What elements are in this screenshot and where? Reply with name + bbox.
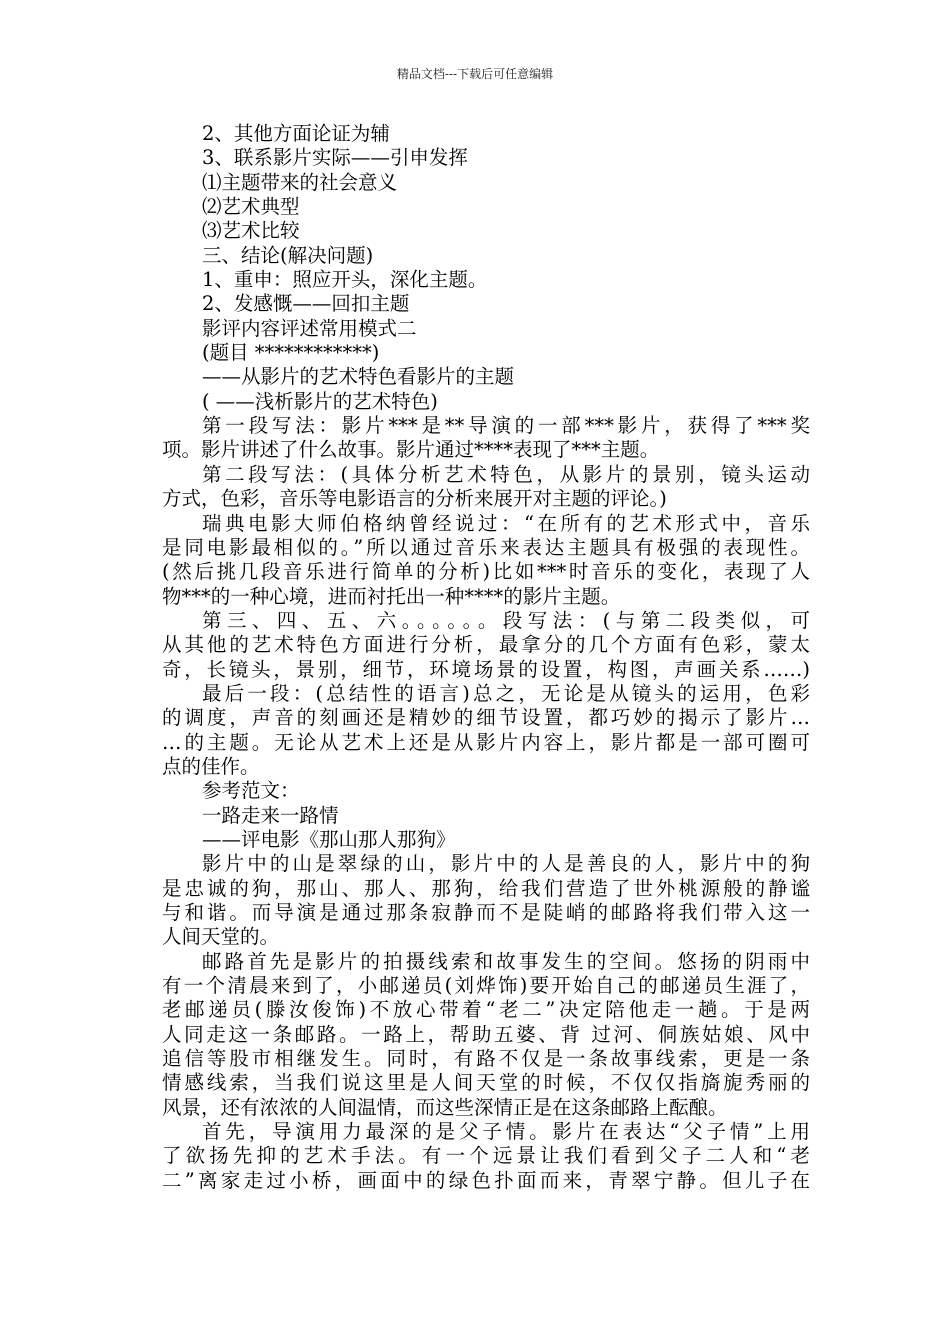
text-line: 第三、四、五、六。。。。。。段写法：(与第二段类似，可	[202, 608, 810, 632]
text-line: 二”离家走过小桥，画面中的绿色扑面而来，青翠宁静。但儿子在	[162, 1168, 810, 1192]
text-line: 影评内容评述常用模式二	[202, 316, 417, 340]
text-line: 第二段写法：(具体分析艺术特色，从影片的景别，镜头运动	[202, 462, 810, 486]
text-line: 物***的一种心境，进而衬托出一种****的影片主题。	[162, 584, 621, 608]
text-line: 瑞典电影大师伯格纳曾经说过：“在所有的艺术形式中，音乐	[202, 511, 810, 535]
text-line: 一路走来一路情	[202, 803, 339, 827]
text-line: …的主题。无论从艺术上还是从影片内容上，影片都是一部可圈可	[162, 730, 810, 754]
text-line: 第一段写法：影片***是**导演的一部***影片，获得了***奖	[202, 414, 810, 438]
text-line: 方式，色彩，音乐等电影语言的分析来展开对主题的评论。)	[162, 487, 667, 511]
text-line: 三、结论(解决问题)	[202, 243, 374, 267]
text-line: 老邮递员(滕汝俊饰)不放心带着“老二”决定陪他走一趟。于是两	[162, 998, 810, 1022]
text-line: 首先，导演用力最深的是父子情。影片在表达“父子情”上用	[202, 1120, 810, 1144]
document-body	[162, 122, 810, 1193]
text-line: 了欲扬先抑的艺术手法。有一个远景让我们看到父子二人和“老	[162, 1144, 810, 1168]
text-line: 有一个清晨来到了，小邮递员(刘烨饰)要开始自己的邮递员生涯了，	[162, 974, 810, 998]
page-header: 精品文档---下载后可任意编辑	[396, 67, 554, 81]
text-line: 风景，还有浓浓的人间温情，而这些深情正是在这条邮路上酝酿。	[162, 1095, 728, 1119]
text-line: ⑴主题带来的社会意义	[202, 170, 398, 194]
text-line: 的调度，声音的刻画还是精妙的细节设置，都巧妙的揭示了影片…	[162, 706, 810, 730]
text-line: 项。影片讲述了什么故事。影片通过****表现了***主题。	[162, 438, 660, 462]
text-line: 参考范文：	[202, 779, 300, 803]
text-line: 情感线索，当我们说这里是人间天堂的时候，不仅仅指旖旎秀丽的	[162, 1071, 810, 1095]
text-line: 点的佳作。	[162, 754, 260, 778]
text-line: 是忠诚的狗，那山、那人、那狗，给我们营造了世外桃源般的静谧	[162, 876, 810, 900]
text-line: ——从影片的艺术特色看影片的主题	[202, 365, 515, 389]
text-line: 2、发感慨——回扣主题	[202, 292, 410, 316]
text-line: 影片中的山是翠绿的山，影片中的人是善良的人，影片中的狗	[202, 852, 810, 876]
text-line: (题目 ************)	[202, 341, 380, 365]
text-line: 是同电影最相似的。”所以通过音乐来表达主题具有极强的表现性。	[162, 535, 810, 559]
text-line: 最后一段：(总结性的语言)总之，无论是从镜头的运用，色彩	[202, 681, 810, 705]
text-line: 从其他的艺术特色方面进行分析，最拿分的几个方面有色彩，蒙太	[162, 633, 810, 657]
text-line: 人间天堂的。	[162, 925, 280, 949]
text-line: 追信等股市相继发生。同时，有路不仅是一条故事线索，更是一条	[162, 1047, 810, 1071]
text-line: 2、其他方面论证为辅	[202, 122, 390, 145]
text-line: 1、重申：照应开头，深化主题。	[202, 268, 488, 292]
text-line: 3、联系影片实际——引申发挥	[202, 146, 468, 170]
text-line: (然后挑几段音乐进行简单的分析)比如***时音乐的变化，表现了人	[162, 560, 810, 584]
text-line: ——评电影《那山那人那狗》	[202, 827, 456, 851]
text-line: 人同走这一条邮路。一路上，帮助五婆、背 过河、侗族姑娘、风中	[162, 1022, 810, 1046]
text-line: ( ——浅析影片的艺术特色)	[202, 389, 438, 413]
text-line: 与和谐。而导演是通过那条寂静而不是陡峭的邮路将我们带入这一	[162, 901, 810, 924]
text-line: 邮路首先是影片的拍摄线索和故事发生的空间。悠扬的阴雨中	[202, 949, 810, 973]
text-line: ⑵艺术典型	[202, 195, 300, 219]
text-line: 奇，长镜头，景别，细节，环境场景的设置，构图，声画关系……)	[162, 657, 810, 681]
text-line: ⑶艺术比较	[202, 219, 300, 243]
